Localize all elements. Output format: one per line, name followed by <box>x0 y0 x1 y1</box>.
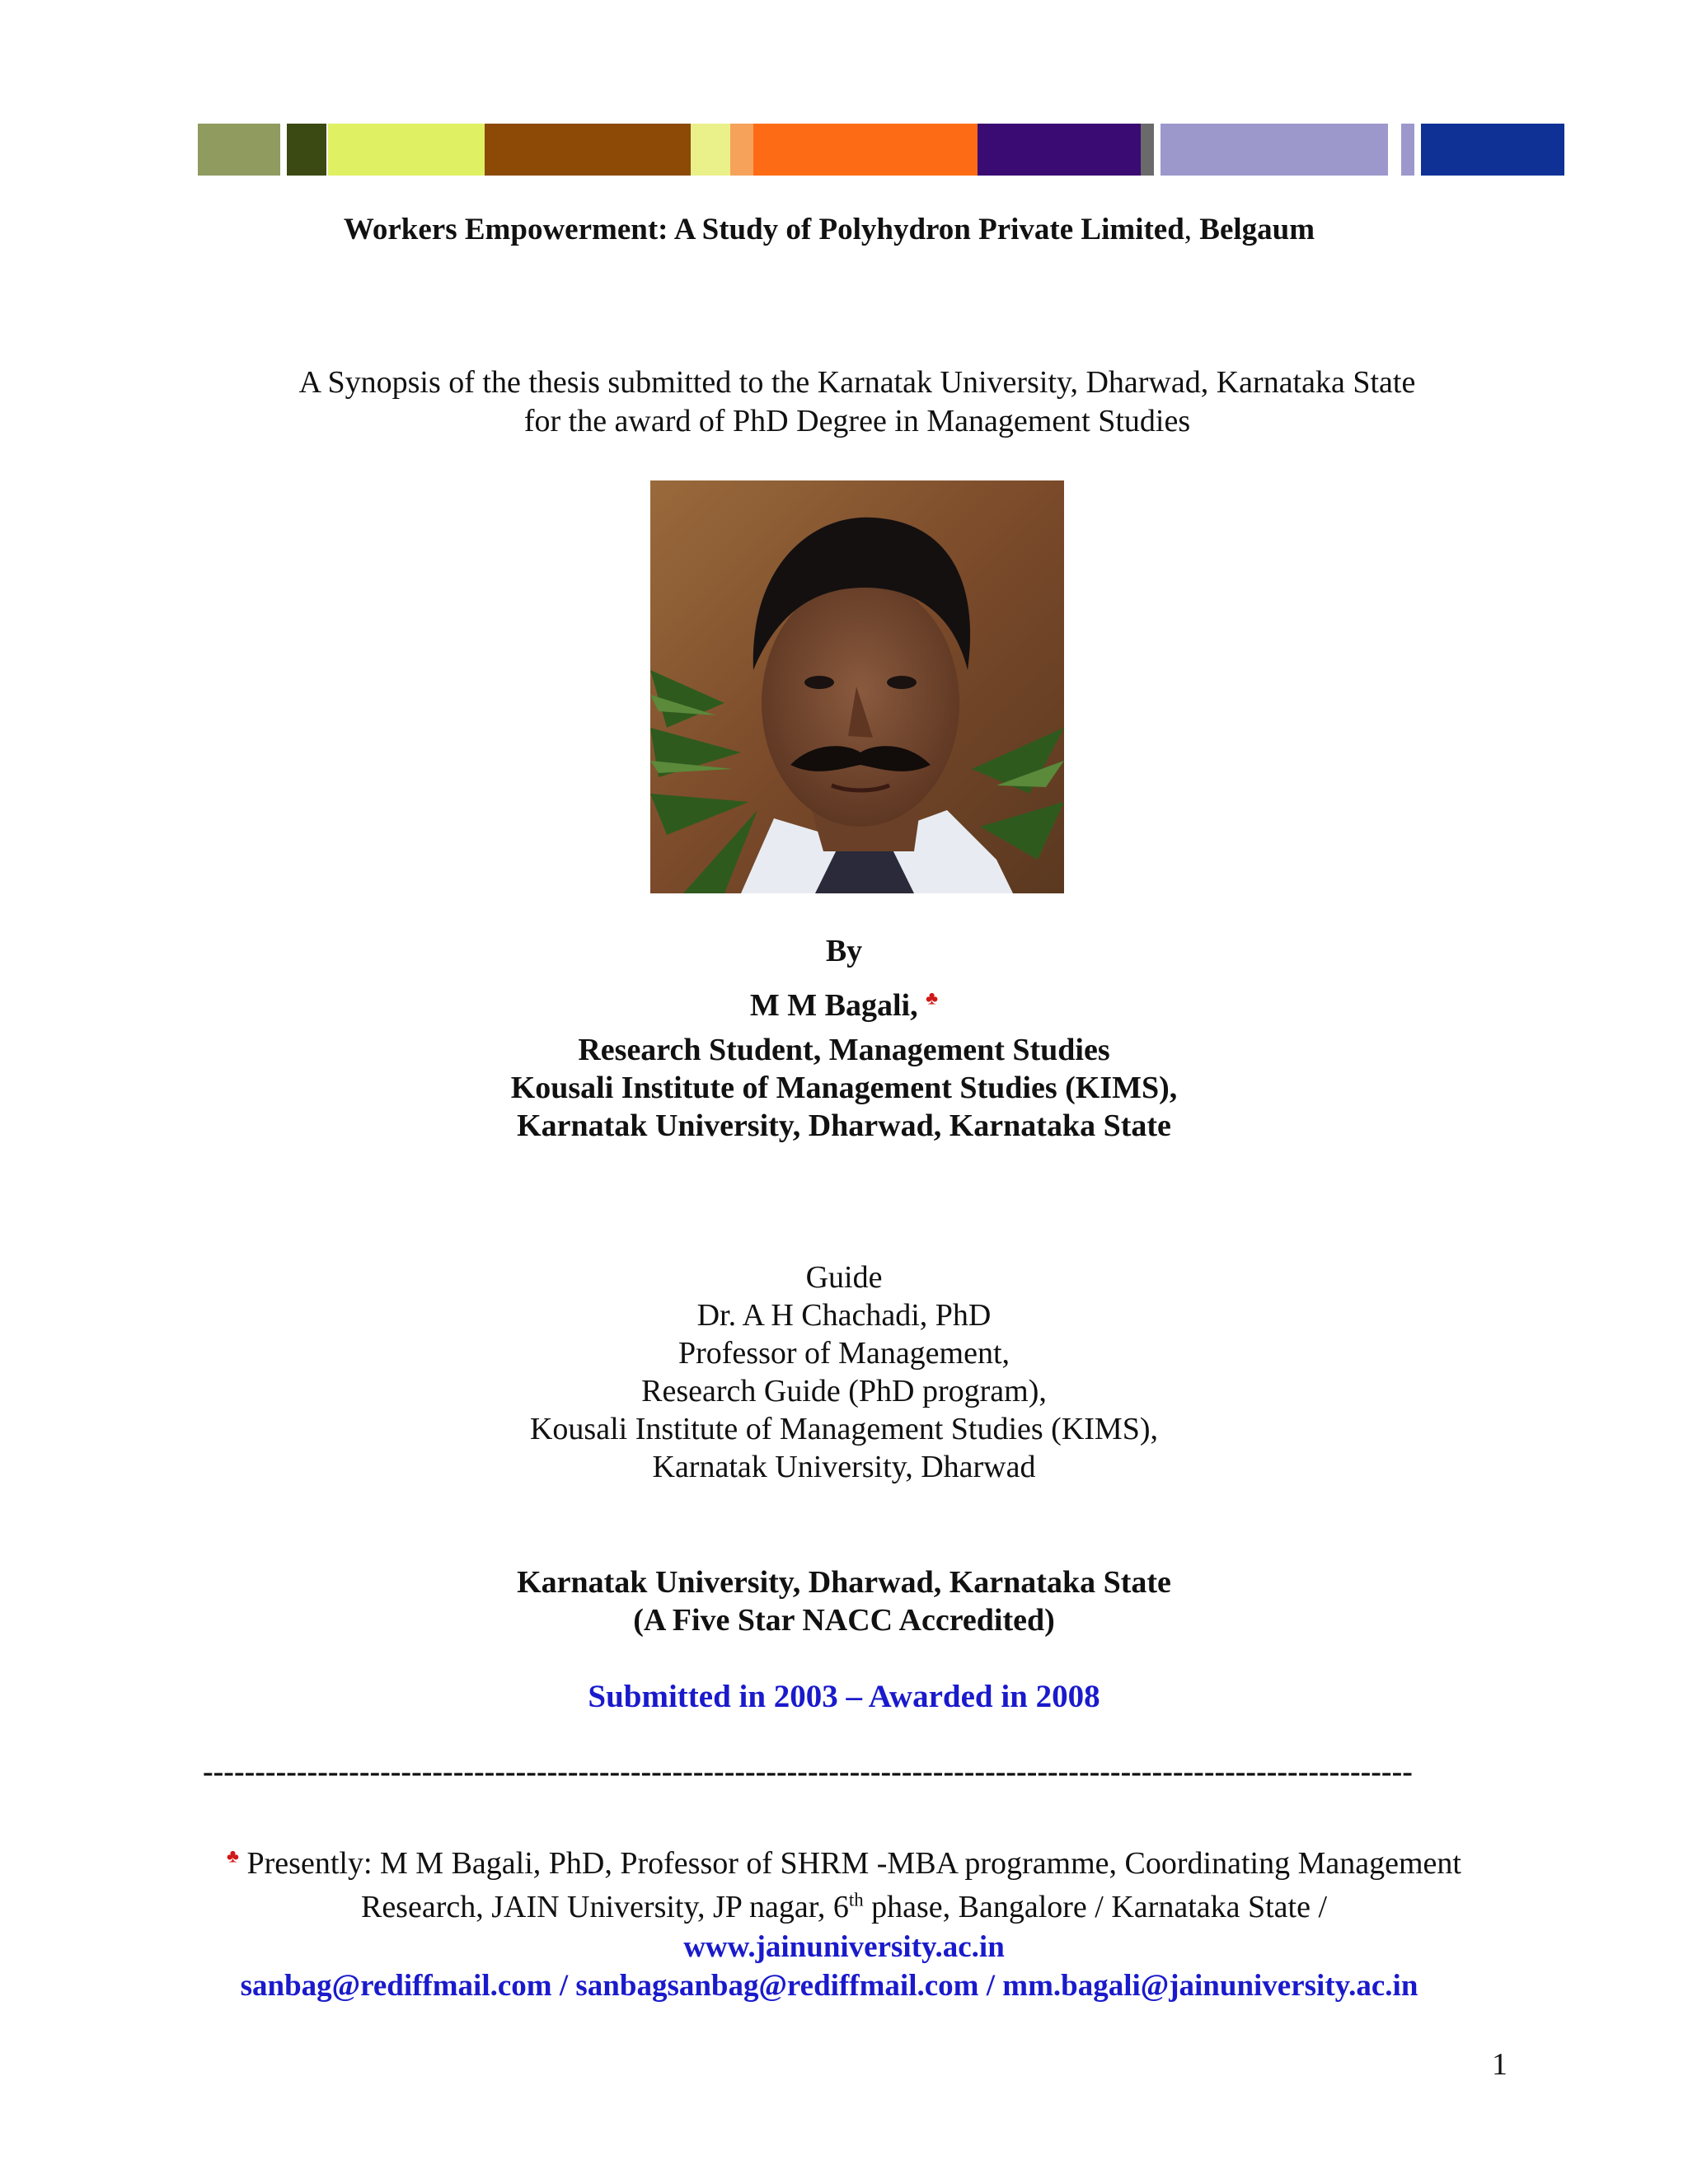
author-line-2: Kousali Institute of Management Studies (KIMS), <box>510 1071 1178 1105</box>
color-bar-segment <box>978 124 1141 176</box>
university-line-2: (A Five Star NACC Accredited) <box>633 1603 1055 1638</box>
guide-line-2: Research Guide (PhD program), <box>641 1374 1047 1408</box>
guide-name: Dr. A H Chachadi, PhD <box>696 1298 992 1333</box>
separator-line: -------------------------------------------------------------------------------------------------------------------- <box>203 1755 1413 1789</box>
color-bar-segment <box>753 124 978 176</box>
color-bar-segment <box>198 124 280 176</box>
author-portrait-icon <box>650 480 1064 893</box>
club-marker-icon: ♣ <box>926 987 939 1009</box>
synopsis-line-1: A Synopsis of the thesis submitted to the Karnatak University, Dharwad, Karnataka State <box>298 365 1416 400</box>
website-link[interactable]: www.jainuniversity.ac.in <box>683 1930 1005 1964</box>
document-title <box>0 213 1673 248</box>
color-bar-segment <box>1141 124 1154 176</box>
author-line-1: Research Student, Management Studies <box>578 1033 1110 1067</box>
color-bar-segment <box>328 124 485 176</box>
footnote-line-2 <box>0 1890 1688 1926</box>
guide-line-4: Karnatak University, Dharwad <box>652 1450 1036 1484</box>
title-comma: , <box>1184 213 1193 246</box>
submitted-awarded: Submitted in 2003 – Awarded in 2008 <box>588 1679 1100 1714</box>
university-line-1: Karnatak University, Dharwad, Karnataka State <box>517 1565 1171 1600</box>
footnote-line-1 <box>0 1846 1688 1882</box>
color-bar-segment <box>691 124 730 176</box>
club-marker-icon: ♣ <box>227 1845 240 1867</box>
title-text: Workers Empowerment: A Study of Polyhydron Private Limited <box>343 213 1184 246</box>
color-bar-segment <box>1401 124 1414 176</box>
color-bar-segment <box>1421 124 1564 176</box>
color-bar-segment <box>287 124 326 176</box>
author-name-line <box>0 988 1688 1024</box>
color-bar-segment <box>485 124 691 176</box>
footnote-text-1: Presently: M M Bagali, PhD, Professor of SHRM -MBA programme, Coordinating Management <box>239 1846 1461 1881</box>
guide-line-1: Professor of Management, <box>678 1336 1010 1371</box>
footnote-text-2a: Research, JAIN University, JP nagar, 6 <box>360 1890 849 1924</box>
author-line-3: Karnatak University, Dharwad, Karnataka State <box>517 1108 1171 1143</box>
synopsis-line-2: for the award of PhD Degree in Management Studies <box>523 404 1191 438</box>
email-links[interactable]: sanbag@rediffmail.com / sanbagsanbag@rediffmail.com / mm.bagali@jainuniversity.ac.in <box>240 1969 1418 2003</box>
guide-line-3: Kousali Institute of Management Studies (KIMS), <box>529 1412 1158 1446</box>
color-bar-segment <box>730 124 753 176</box>
page-number: 1 <box>1492 2047 1507 2082</box>
guide-heading: Guide <box>805 1260 883 1295</box>
footnote-superscript: th <box>848 1889 864 1910</box>
color-bar-segment <box>1160 124 1388 176</box>
title-place: Belgaum <box>1199 213 1315 246</box>
footnote-text-2b: phase, Bangalore / Karnataka State / <box>863 1890 1328 1924</box>
by-label: By <box>825 934 863 968</box>
author-name: M M Bagali, <box>749 988 918 1023</box>
